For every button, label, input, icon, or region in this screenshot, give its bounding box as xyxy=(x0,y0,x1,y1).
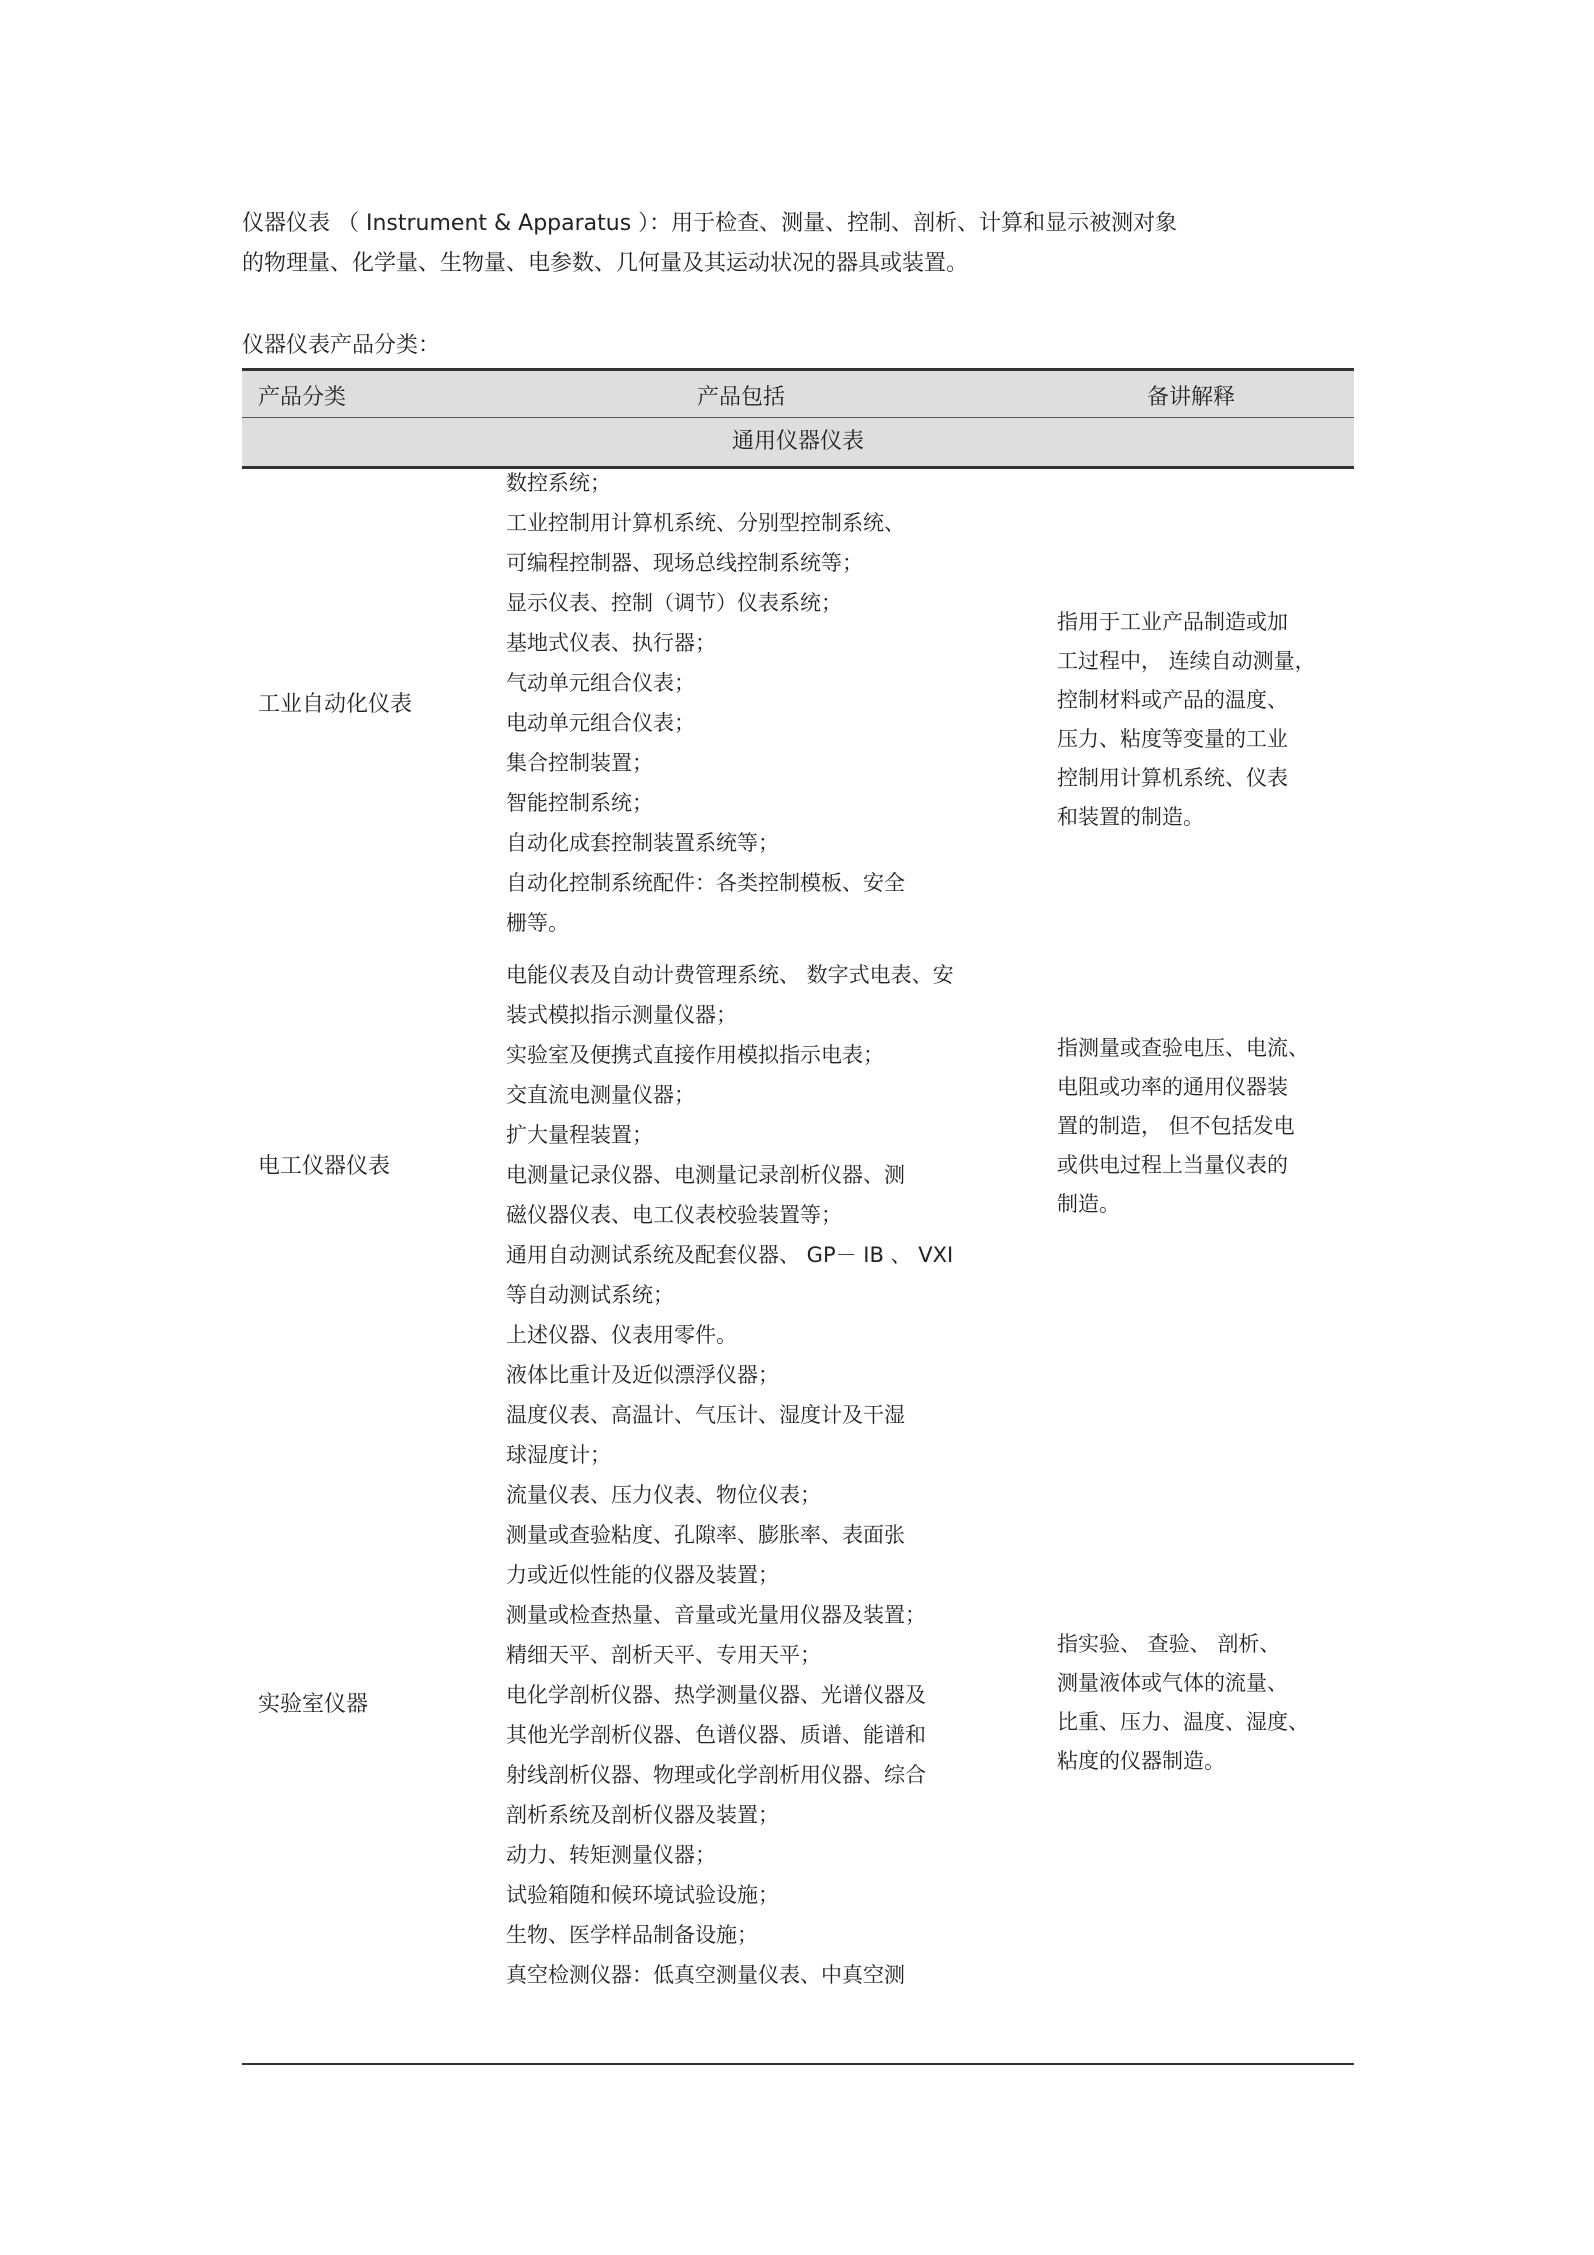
list-item: 温度仪表、高温计、气压计、湿度计及干湿 xyxy=(506,1403,905,1427)
list-item: 智能控制系统； xyxy=(506,791,653,815)
list-item: 通用自动测试系统及配套仪器、 GP－ IB 、 VXI xyxy=(506,1243,954,1267)
list-item: 射线剖析仪器、物理或化学剖析用仪器、综合 xyxy=(506,1763,926,1787)
list-item: 试验箱随和候环境试验设施； xyxy=(506,1883,779,1907)
table-body xyxy=(242,469,1354,2063)
list-item: 压力、粘度等变量的工业 xyxy=(1057,727,1288,751)
list-item: 生物、医学样品制备设施； xyxy=(506,1923,758,1947)
row-category: 工业自动化仪表 xyxy=(258,692,413,717)
list-item: 显示仪表、控制（调节）仪表系统； xyxy=(506,591,842,615)
row-note xyxy=(1057,1029,1347,1224)
list-item: 电能仪表及自动计费管理系统、 数字式电表、安 xyxy=(506,963,954,987)
list-item: 气动单元组合仪表； xyxy=(506,671,695,695)
row-note xyxy=(1057,603,1347,837)
list-item: 液体比重计及近似漂浮仪器； xyxy=(506,1363,779,1387)
table-bottom-rule xyxy=(242,2063,1354,2065)
intro-line-2: 的物理量、化学量、生物量、电参数、几何量及其运动状况的器具或装置。 xyxy=(242,251,969,276)
list-item: 球湿度计； xyxy=(506,1443,611,1467)
list-item: 工业控制用计算机系统、分别型控制系统、 xyxy=(506,511,905,535)
list-item: 自动化成套控制装置系统等； xyxy=(506,831,779,855)
list-item: 动力、转矩测量仪器； xyxy=(506,1843,716,1867)
list-item: 电阻或功率的通用仪器装 xyxy=(1057,1075,1288,1099)
list-item: 数控系统； xyxy=(506,471,611,495)
list-item: 指测量或查验电压、电流、 xyxy=(1057,1036,1309,1060)
list-item: 装式模拟指示测量仪器； xyxy=(506,1003,737,1027)
list-item: 集合控制装置； xyxy=(506,751,653,775)
list-item: 栅等。 xyxy=(506,911,569,935)
row-items xyxy=(506,1355,1026,1995)
list-item: 控制用计算机系统、仪表 xyxy=(1057,766,1288,790)
list-item: 粘度的仪器制造。 xyxy=(1057,1749,1225,1773)
list-item: 磁仪器仪表、电工仪表校验装置等； xyxy=(506,1203,842,1227)
list-item: 自动化控制系统配件：各类控制模板、安全 xyxy=(506,871,905,895)
list-item: 和装置的制造。 xyxy=(1057,805,1204,829)
list-item: 扩大量程装置； xyxy=(506,1123,653,1147)
list-item: 电测量记录仪器、电测量记录剖析仪器、测 xyxy=(506,1163,905,1187)
list-item: 流量仪表、压力仪表、物位仪表； xyxy=(506,1483,821,1507)
header-items: 产品包括 xyxy=(697,385,786,410)
row-items xyxy=(506,955,1026,1355)
list-item: 精细天平、剖析天平、专用天平； xyxy=(506,1643,821,1667)
list-item: 电化学剖析仪器、热学测量仪器、光谱仪器及 xyxy=(506,1683,926,1707)
row-category: 实验室仪器 xyxy=(258,1692,369,1717)
header-category: 产品分类 xyxy=(258,385,347,410)
list-item: 力或近似性能的仪器及装置； xyxy=(506,1563,779,1587)
list-item: 比重、压力、温度、湿度、 xyxy=(1057,1710,1309,1734)
list-item: 或供电过程上当量仪表的 xyxy=(1057,1153,1288,1177)
group-row: 通用仪器仪表 xyxy=(242,418,1354,469)
list-item: 交直流电测量仪器； xyxy=(506,1083,695,1107)
list-item: 测量液体或气体的流量、 xyxy=(1057,1671,1288,1695)
list-item: 测量或检查热量、音量或光量用仪器及装置； xyxy=(506,1603,926,1627)
intro-line-1: 仪器仪表 （ Instrument & Apparatus ）：用于检查、测量、控制、剖析、计算和显示被测对象 xyxy=(242,211,1178,236)
list-item: 指用于工业产品制造或加 xyxy=(1057,610,1288,634)
list-item: 电动单元组合仪表； xyxy=(506,711,695,735)
list-item: 其他光学剖析仪器、色谱仪器、质谱、能谱和 xyxy=(506,1723,926,1747)
list-item: 基地式仪表、执行器； xyxy=(506,631,716,655)
classification-table xyxy=(242,368,1354,2063)
list-item: 可编程控制器、现场总线控制系统等； xyxy=(506,551,863,575)
section-label: 仪器仪表产品分类： xyxy=(242,333,441,358)
list-item: 测量或查验粘度、孔隙率、膨胀率、表面张 xyxy=(506,1523,905,1547)
list-item: 实验室及便携式直接作用模拟指示电表； xyxy=(506,1043,884,1067)
list-item: 制造。 xyxy=(1057,1192,1120,1216)
list-item: 等自动测试系统； xyxy=(506,1283,674,1307)
intro-paragraph xyxy=(242,204,1372,284)
list-item: 指实验、 查验、 剖析、 xyxy=(1057,1632,1281,1656)
row-note xyxy=(1057,1625,1347,1781)
list-item: 上述仪器、仪表用零件。 xyxy=(506,1323,737,1347)
list-item: 剖析系统及剖析仪器及装置； xyxy=(506,1803,779,1827)
list-item: 真空检测仪器：低真空测量仪表、中真空测 xyxy=(506,1963,905,1987)
list-item: 置的制造， 但不包括发电 xyxy=(1057,1114,1295,1138)
row-category: 电工仪器仪表 xyxy=(258,1154,391,1179)
list-item: 工过程中， 连续自动测量， xyxy=(1057,649,1316,673)
table-header-row xyxy=(242,368,1354,418)
row-items xyxy=(506,463,1026,943)
header-note: 备讲解释 xyxy=(1147,385,1236,410)
list-item: 控制材料或产品的温度、 xyxy=(1057,688,1288,712)
